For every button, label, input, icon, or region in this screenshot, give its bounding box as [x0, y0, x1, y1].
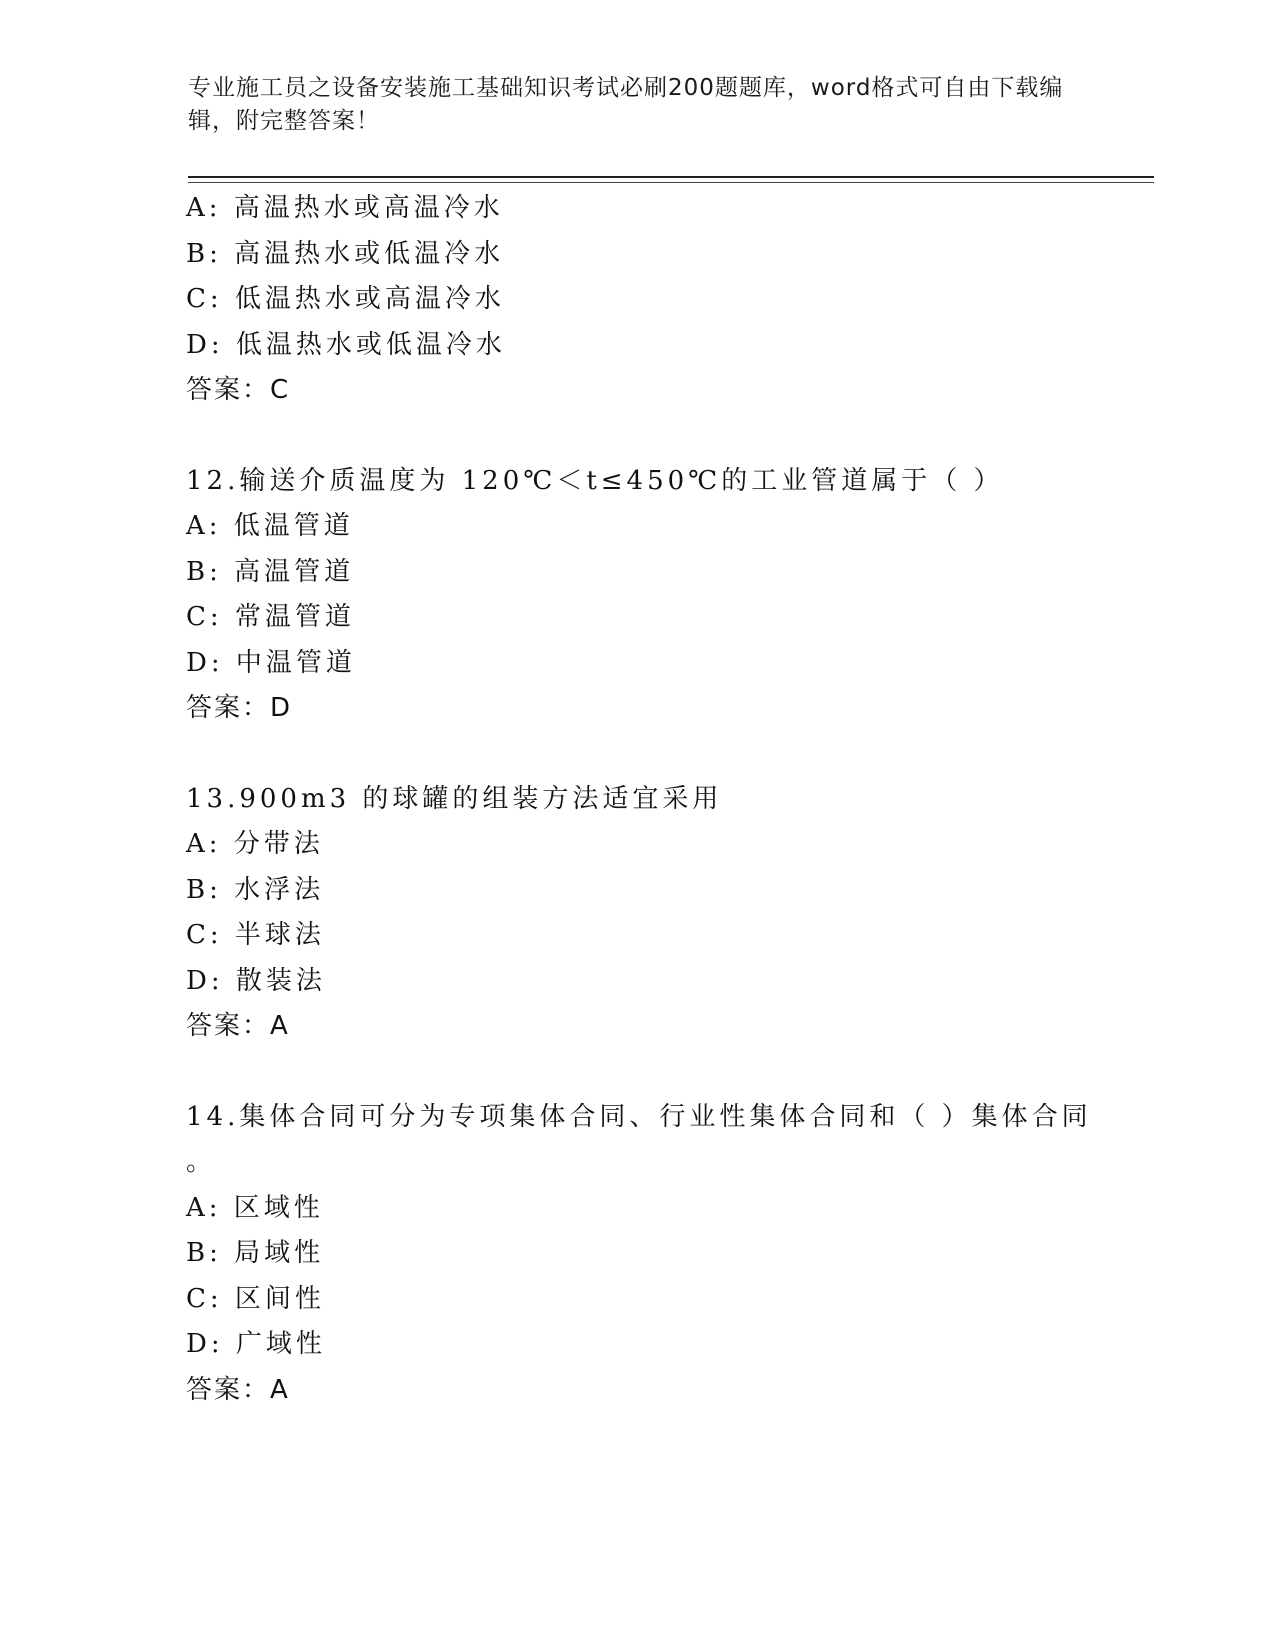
option-a: A: 低温管道: [186, 511, 354, 541]
question-stem-continuation: 。: [186, 1147, 213, 1177]
option-a: A: 分带法: [186, 829, 324, 859]
option-d: D: 广域性: [186, 1329, 326, 1359]
spacer: [186, 1050, 1086, 1095]
question-stem: 13.900m3 的球罐的组装方法适宜采用: [186, 783, 723, 814]
option-b: B: 高温管道: [186, 556, 355, 587]
option-c: C: 常温管道: [186, 602, 355, 632]
option-c: C: 区间性: [186, 1283, 325, 1314]
question-11: [186, 186, 1086, 414]
option-b: B: 局域性: [186, 1238, 325, 1268]
question-stem: 12.输送介质温度为 120℃＜t≤450℃的工业管道属于（ ）: [186, 465, 1004, 496]
header-divider-thick: [188, 176, 1154, 178]
question-12: [186, 459, 1086, 732]
question-list: [186, 186, 1092, 1413]
option-a: A: 区域性: [186, 1192, 324, 1223]
option-c: C: 低温热水或高温冷水: [186, 284, 505, 314]
option-c: C: 半球法: [186, 920, 325, 950]
answer-line: 答案：C: [186, 375, 291, 405]
question-14: [186, 1095, 1092, 1414]
option-d: D: 低温热水或低温冷水: [186, 329, 506, 360]
option-a: A: 高温热水或高温冷水: [186, 193, 504, 223]
spacer: [186, 732, 1086, 777]
answer-line: 答案：A: [186, 1374, 290, 1405]
question-13: [186, 777, 1086, 1050]
spacer: [186, 414, 1086, 459]
header-divider-thin: [188, 182, 1154, 183]
option-d: D: 中温管道: [186, 647, 356, 678]
option-b: B: 高温热水或低温冷水: [186, 238, 505, 269]
option-b: B: 水浮法: [186, 874, 325, 905]
answer-line: 答案：D: [186, 693, 293, 723]
option-d: D: 散装法: [186, 965, 326, 996]
question-stem: 14.集体合同可分为专项集体合同、行业性集体合同和（ ）集体合同: [186, 1101, 1092, 1132]
document-header: 专业施工员之设备安装施工基础知识考试必刷200题题库，word格式可自由下载编辑，附完整答案！: [188, 75, 1064, 134]
answer-line: 答案：A: [186, 1011, 290, 1041]
